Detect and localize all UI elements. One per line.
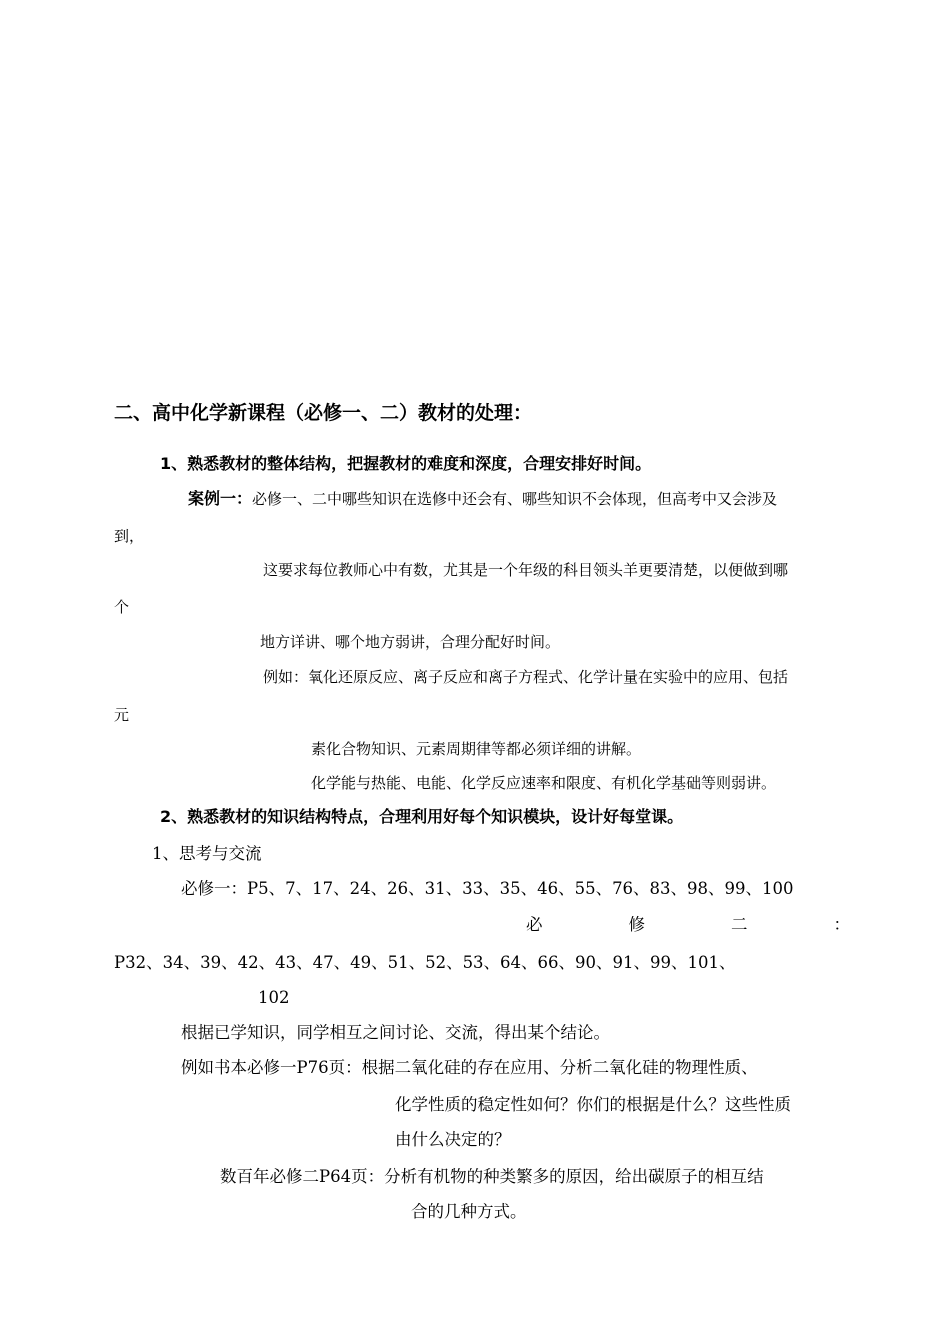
bixiu2-char: 必 — [526, 915, 543, 934]
example1-line: 化学性质的稳定性如何？你们的根据是什么？这些性质 — [395, 1095, 791, 1114]
section-title: 二、高中化学新课程（必修一、二）教材的处理： — [114, 402, 533, 424]
case-text: 必修一、二中哪些知识在选修中还会有、哪些知识不会体现，但高考中又会涉及 — [252, 490, 778, 508]
example1-line: 例如书本必修一P76页：根据二氧化硅的存在应用、分析二氧化硅的物理性质、 — [181, 1058, 758, 1077]
part1-heading: 1、熟悉教材的整体结构，把握教材的难度和深度，合理安排好时间。 — [160, 454, 652, 473]
bixiu2-char: 二 — [731, 915, 748, 934]
description-line: 根据已学知识，同学相互之间讨论、交流，得出某个结论。 — [181, 1023, 610, 1042]
example2-line: 数百年必修二P64页：分析有机物的种类繁多的原因，给出碳原子的相互结 — [220, 1167, 764, 1186]
list-item-1: 1、思考与交流 — [152, 844, 262, 863]
case-label: 案例一： — [188, 489, 253, 508]
paragraph-line: 地方详讲、哪个地方弱讲，合理分配好时间。 — [260, 633, 561, 651]
case-line — [188, 489, 777, 509]
part2-heading: 2、熟悉教材的知识结构特点，合理利用好每个知识模块，设计好每堂课。 — [160, 807, 684, 826]
bixiu1-pages: 必修一：P5、7、17、24、26、31、33、35、46、55、76、83、98、99、100 — [181, 879, 794, 898]
case-text-wrap: 到， — [114, 527, 145, 545]
bixiu2-char: ： — [833, 915, 850, 934]
example-line: 例如：氧化还原反应、离子反应和离子方程式、化学计量在实验中的应用、包括 — [263, 668, 789, 686]
example-line-wrap: 元 — [114, 706, 130, 724]
paragraph-line-wrap: 个 — [114, 598, 130, 616]
bixiu2-pages: P32、34、39、42、43、47、49、51、52、53、64、66、90、91、99、101、 — [114, 953, 736, 972]
bixiu2-pages-last: 102 — [258, 988, 290, 1007]
bixiu2-char: 修 — [628, 915, 645, 934]
example1-line: 由什么决定的？ — [395, 1130, 511, 1149]
example-line: 素化合物知识、元素周期律等都必须详细的讲解。 — [311, 740, 642, 758]
paragraph-line: 这要求每位教师心中有数，尤其是一个年级的科目领头羊更要清楚，以便做到哪 — [263, 561, 789, 579]
example-line: 化学能与热能、电能、化学反应速率和限度、有机化学基础等则弱讲。 — [311, 774, 777, 792]
example2-line: 合的几种方式。 — [411, 1202, 527, 1221]
bixiu2-label — [526, 914, 850, 936]
